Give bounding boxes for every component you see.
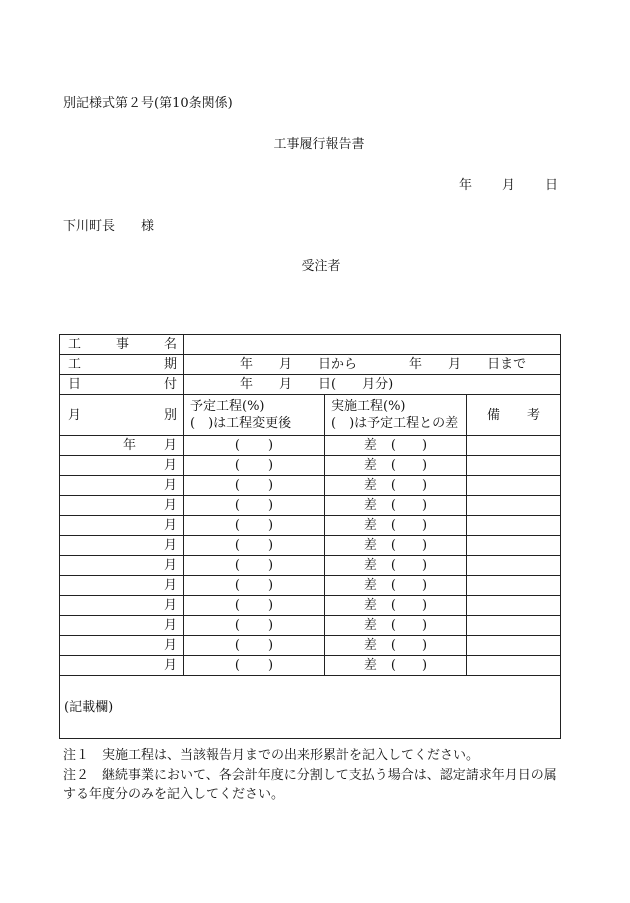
- paren-open: (: [234, 458, 240, 473]
- planned-cell[interactable]: [184, 576, 325, 596]
- month-row: [60, 476, 561, 496]
- month-cell[interactable]: [60, 556, 184, 576]
- remarks-cell[interactable]: [467, 436, 561, 456]
- memo-cell[interactable]: [60, 676, 561, 739]
- actual-cell[interactable]: [325, 556, 467, 576]
- paren-open: (: [234, 598, 240, 613]
- remarks-cell[interactable]: [467, 536, 561, 556]
- month-label: 月: [163, 578, 177, 593]
- date-month: 月: [501, 178, 515, 193]
- date-part-1: 月: [279, 377, 293, 392]
- paren-open: (: [234, 538, 240, 553]
- diff-label: 差: [363, 478, 377, 493]
- planned-cell[interactable]: [184, 516, 325, 536]
- first-row-month: 月: [163, 438, 177, 453]
- work-name-char-1: 事: [115, 337, 129, 352]
- planned-cell[interactable]: [184, 616, 325, 636]
- paren-open: (: [390, 618, 396, 633]
- month-row: [60, 556, 561, 576]
- memo-row: [60, 676, 561, 739]
- paren-open: (: [234, 478, 240, 493]
- month-label: 月: [163, 498, 177, 513]
- diff-label: 差: [363, 518, 377, 533]
- period-part-1: 月: [279, 357, 293, 372]
- paren-open: (: [234, 578, 240, 593]
- month-label: 月: [163, 658, 177, 673]
- month-row: [60, 456, 561, 476]
- remarks-cell[interactable]: [467, 656, 561, 676]
- period-part-2: 日から: [318, 357, 358, 372]
- remarks-cell[interactable]: [467, 636, 561, 656]
- planned-cell[interactable]: [184, 656, 325, 676]
- form-label: 別記様式第２号(第10条関係): [63, 96, 233, 111]
- diff-label: 差: [363, 638, 377, 653]
- date-value[interactable]: [184, 375, 561, 395]
- paren-close: ): [422, 578, 428, 593]
- paren-close: ): [268, 598, 274, 613]
- paren-close: ): [422, 438, 428, 453]
- planned-column-header: [184, 395, 325, 436]
- month-cell[interactable]: [60, 456, 184, 476]
- actual-cell[interactable]: [325, 536, 467, 556]
- paren-close: ): [422, 518, 428, 533]
- actual-column-header: [325, 395, 467, 436]
- paren-open: (: [390, 438, 396, 453]
- diff-label: 差: [363, 578, 377, 593]
- remarks-column-header: [467, 395, 561, 436]
- paren-open: (: [390, 598, 396, 613]
- paren-close: ): [422, 598, 428, 613]
- planned-cell[interactable]: [184, 456, 325, 476]
- month-row: [60, 596, 561, 616]
- diff-label: 差: [363, 558, 377, 573]
- planned-cell[interactable]: [184, 636, 325, 656]
- work-name-value[interactable]: [184, 335, 561, 355]
- diff-label: 差: [363, 438, 377, 453]
- date-part-2: 日(: [318, 377, 337, 392]
- row-column-headers: [60, 395, 561, 436]
- paren-close: ): [422, 538, 428, 553]
- paren-open: (: [390, 658, 396, 673]
- contractor-label: 受注者: [301, 259, 341, 274]
- paren-close: ): [268, 498, 274, 513]
- date-line: [459, 178, 558, 194]
- actual-cell[interactable]: [325, 576, 467, 596]
- paren-close: ): [268, 478, 274, 493]
- period-value[interactable]: [184, 355, 561, 375]
- remarks-cell[interactable]: [467, 576, 561, 596]
- month-label: 月: [163, 458, 177, 473]
- actual-cell[interactable]: [325, 616, 467, 636]
- remarks-cell[interactable]: [467, 596, 561, 616]
- paren-open: (: [390, 458, 396, 473]
- actual-cell[interactable]: [325, 596, 467, 616]
- paren-open: (: [390, 638, 396, 653]
- planned-header-line1: 予定工程(%): [190, 399, 265, 414]
- month-cell[interactable]: [60, 616, 184, 636]
- paren-close: ): [422, 558, 428, 573]
- period-label: [60, 355, 184, 375]
- paren-open: (: [390, 558, 396, 573]
- work-name-char-0: 工: [68, 337, 82, 352]
- month-cell[interactable]: [60, 576, 184, 596]
- paren-open: (: [234, 518, 240, 533]
- planned-cell[interactable]: [184, 596, 325, 616]
- paren-close: ): [268, 638, 274, 653]
- month-header-char-0: 月: [68, 407, 82, 423]
- remarks-cell[interactable]: [467, 616, 561, 636]
- month-label: 月: [163, 478, 177, 493]
- month-cell[interactable]: [60, 536, 184, 556]
- remarks-cell[interactable]: [467, 516, 561, 536]
- paren-close: ): [422, 478, 428, 493]
- remarks-cell[interactable]: [467, 476, 561, 496]
- actual-header-line1: 実施工程(%): [331, 399, 406, 414]
- report-table: [59, 334, 561, 739]
- month-label: 月: [163, 618, 177, 633]
- paren-close: ): [422, 498, 428, 513]
- remarks-cell[interactable]: [467, 496, 561, 516]
- month-row: [60, 656, 561, 676]
- row-date: [60, 375, 561, 395]
- paren-close: ): [268, 558, 274, 573]
- paren-close: ): [268, 518, 274, 533]
- diff-label: 差: [363, 498, 377, 513]
- actual-cell[interactable]: [325, 476, 467, 496]
- actual-cell[interactable]: [325, 516, 467, 536]
- diff-label: 差: [363, 618, 377, 633]
- first-row-year: 年: [122, 438, 136, 453]
- actual-cell[interactable]: [325, 456, 467, 476]
- paren-open: (: [390, 578, 396, 593]
- paren-open: (: [390, 498, 396, 513]
- period-part-5: 日まで: [487, 357, 527, 372]
- paren-close: ): [422, 638, 428, 653]
- actual-header-line2: ( )は予定工程との差: [331, 416, 459, 431]
- paren-close: ): [268, 538, 274, 553]
- paren-open: (: [234, 498, 240, 513]
- paren-open: (: [234, 438, 240, 453]
- paren-close: ): [268, 458, 274, 473]
- planned-cell[interactable]: [184, 556, 325, 576]
- date-label: [60, 375, 184, 395]
- note-1: 注１ 実施工程は、当該報告月までの出来形累計を記入してください。: [63, 748, 480, 763]
- actual-cell[interactable]: [325, 496, 467, 516]
- work-name-label: [60, 335, 184, 355]
- paren-open: (: [234, 658, 240, 673]
- actual-cell[interactable]: [325, 436, 467, 456]
- month-header-char-1: 別: [163, 407, 177, 423]
- diff-label: 差: [363, 658, 377, 673]
- date-year: 年: [458, 178, 472, 193]
- month-cell[interactable]: [60, 436, 184, 456]
- month-label: 月: [163, 598, 177, 613]
- paren-close: ): [422, 658, 428, 673]
- date-day: 日: [544, 178, 558, 193]
- paren-close: ): [422, 458, 428, 473]
- month-row: [60, 576, 561, 596]
- month-cell[interactable]: [60, 636, 184, 656]
- month-row: [60, 496, 561, 516]
- memo-label: (記載欄): [64, 699, 114, 715]
- document-title: 工事履行報告書: [273, 137, 365, 152]
- actual-cell[interactable]: [325, 656, 467, 676]
- row-period: [60, 355, 561, 375]
- planned-cell[interactable]: [184, 476, 325, 496]
- month-cell[interactable]: [60, 476, 184, 496]
- remarks-char-0: 備: [487, 407, 501, 423]
- month-label: 月: [163, 538, 177, 553]
- period-char-1: 期: [163, 357, 177, 372]
- planned-cell[interactable]: [184, 436, 325, 456]
- period-part-3: 年: [409, 357, 423, 372]
- planned-header-line2: ( )は工程変更後: [190, 416, 292, 431]
- month-row: [60, 516, 561, 536]
- paren-open: (: [390, 478, 396, 493]
- date-char-0: 日: [68, 377, 82, 392]
- planned-cell[interactable]: [184, 536, 325, 556]
- month-label: 月: [163, 638, 177, 653]
- note-2: 注２ 継続事業において、各会計年度に分割して支払う場合は、認定請求年月日の属する年度分のみを記入してください。: [63, 768, 557, 802]
- paren-open: (: [234, 558, 240, 573]
- month-row: [60, 536, 561, 556]
- period-part-4: 月: [448, 357, 462, 372]
- work-name-char-2: 名: [163, 337, 177, 352]
- remarks-char-1: 考: [527, 407, 541, 423]
- diff-label: 差: [363, 538, 377, 553]
- month-label: 月: [163, 518, 177, 533]
- paren-close: ): [268, 438, 274, 453]
- row-work-name: [60, 335, 561, 355]
- month-cell[interactable]: [60, 596, 184, 616]
- date-part-0: 年: [240, 377, 254, 392]
- month-cell[interactable]: [60, 496, 184, 516]
- month-row: [60, 616, 561, 636]
- month-column-header: [60, 395, 184, 436]
- month-cell[interactable]: [60, 516, 184, 536]
- paren-open: (: [234, 638, 240, 653]
- paren-close: ): [422, 618, 428, 633]
- actual-cell[interactable]: [325, 636, 467, 656]
- period-char-0: 工: [68, 357, 82, 372]
- month-row: [60, 436, 561, 456]
- remarks-cell[interactable]: [467, 456, 561, 476]
- diff-label: 差: [363, 458, 377, 473]
- month-cell[interactable]: [60, 656, 184, 676]
- addressee: 下川町長 様: [63, 219, 155, 234]
- period-part-0: 年: [240, 357, 254, 372]
- paren-open: (: [390, 518, 396, 533]
- diff-label: 差: [363, 598, 377, 613]
- paren-close: ): [268, 578, 274, 593]
- paren-close: ): [268, 618, 274, 633]
- planned-cell[interactable]: [184, 496, 325, 516]
- month-label: 月: [163, 558, 177, 573]
- remarks-cell[interactable]: [467, 556, 561, 576]
- date-char-1: 付: [163, 377, 177, 392]
- month-row: [60, 636, 561, 656]
- paren-close: ): [268, 658, 274, 673]
- date-part-3: 月分): [362, 377, 394, 392]
- paren-open: (: [390, 538, 396, 553]
- paren-open: (: [234, 618, 240, 633]
